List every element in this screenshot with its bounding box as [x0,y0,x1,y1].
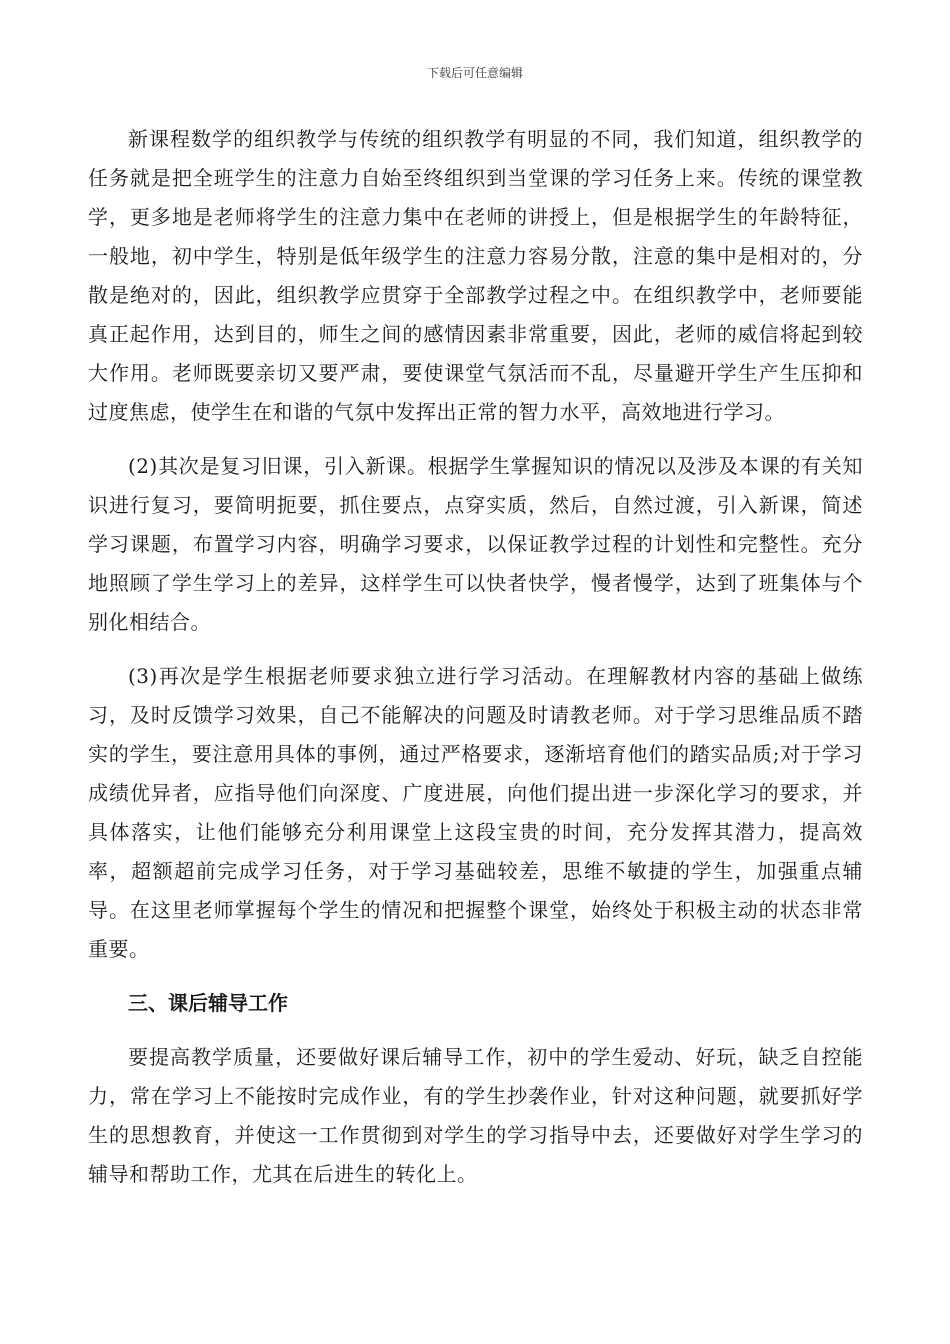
page-header: 下载后可任意编辑 [426,66,523,80]
paragraph-after-class-tutoring: 要提高教学质量，还要做好课后辅导工作，初中的学生爱动、好玩，缺乏自控能力，常在学习上不能按时完成作业，有的学生抄袭作业，针对这种问题，就要抓好学生的思想教育，并使这一工作贯彻到对学生的学习指导中去，还要做好对学生学习的辅导和帮助工作，尤其在后进生的转化上。 [88,1045,863,1186]
document-body [88,120,863,1194]
paragraph-independent-study: (3)再次是学生根据老师要求独立进行学习活动。在理解教材内容的基础上做练习，及时反馈学习效果，自己不能解决的问题及时请教老师。对于学习思维品质不踏实的学生，要注意用具体的事例，通过严格要求，逐渐培育他们的踏实品质;对于学习成绩优异者，应指导他们向深度、广度进展，向他们提出进一步深化学习的要求，并具体落实，让他们能够充分利用课堂上这段宝贵的时间，充分发挥其潜力，提高效率，超额超前完成学习任务，对于学习基础较差，思维不敏捷的学生，加强重点辅导。在这里老师掌握每个学生的情况和把握整个课堂，始终处于积极主动的状态非常重要。 [88,664,863,961]
section-heading-after-class-tutoring: 三、课后辅导工作 [128,991,288,1015]
paragraph-review-old-lesson: (2)其次是复习旧课，引入新课。根据学生掌握知识的情况以及涉及本课的有关知识进行复习，要简明扼要，抓住要点，点穿实质，然后，自然过渡，引入新课，简述学习课题，布置学习内容，明确学习要求，以保证教学过程的计划性和完整性。充分地照顾了学生学习上的差异，这样学生可以快者快学，慢者慢学，达到了班集体与个别化相结合。 [88,454,863,634]
paragraph-organize-teaching: 新课程数学的组织教学与传统的组织教学有明显的不同，我们知道，组织教学的任务就是把全班学生的注意力自始至终组织到当堂课的学习任务上来。传统的课堂教学，更多地是老师将学生的注意力集中在老师的讲授上，但是根据学生的年龄特征，一般地，初中学生，特别是低年级学生的注意力容易分散，注意的集中是相对的，分散是绝对的，因此，组织教学应贯穿于全部教学过程之中。在组织教学中，老师要能真正起作用，达到目的，师生之间的感情因素非常重要，因此，老师的威信将起到较大作用。老师既要亲切又要严肃，要使课堂气氛活而不乱，尽量避开学生产生压抑和过度焦虑，使学生在和谐的气氛中发挥出正常的智力水平，高效地进行学习。 [88,127,863,424]
